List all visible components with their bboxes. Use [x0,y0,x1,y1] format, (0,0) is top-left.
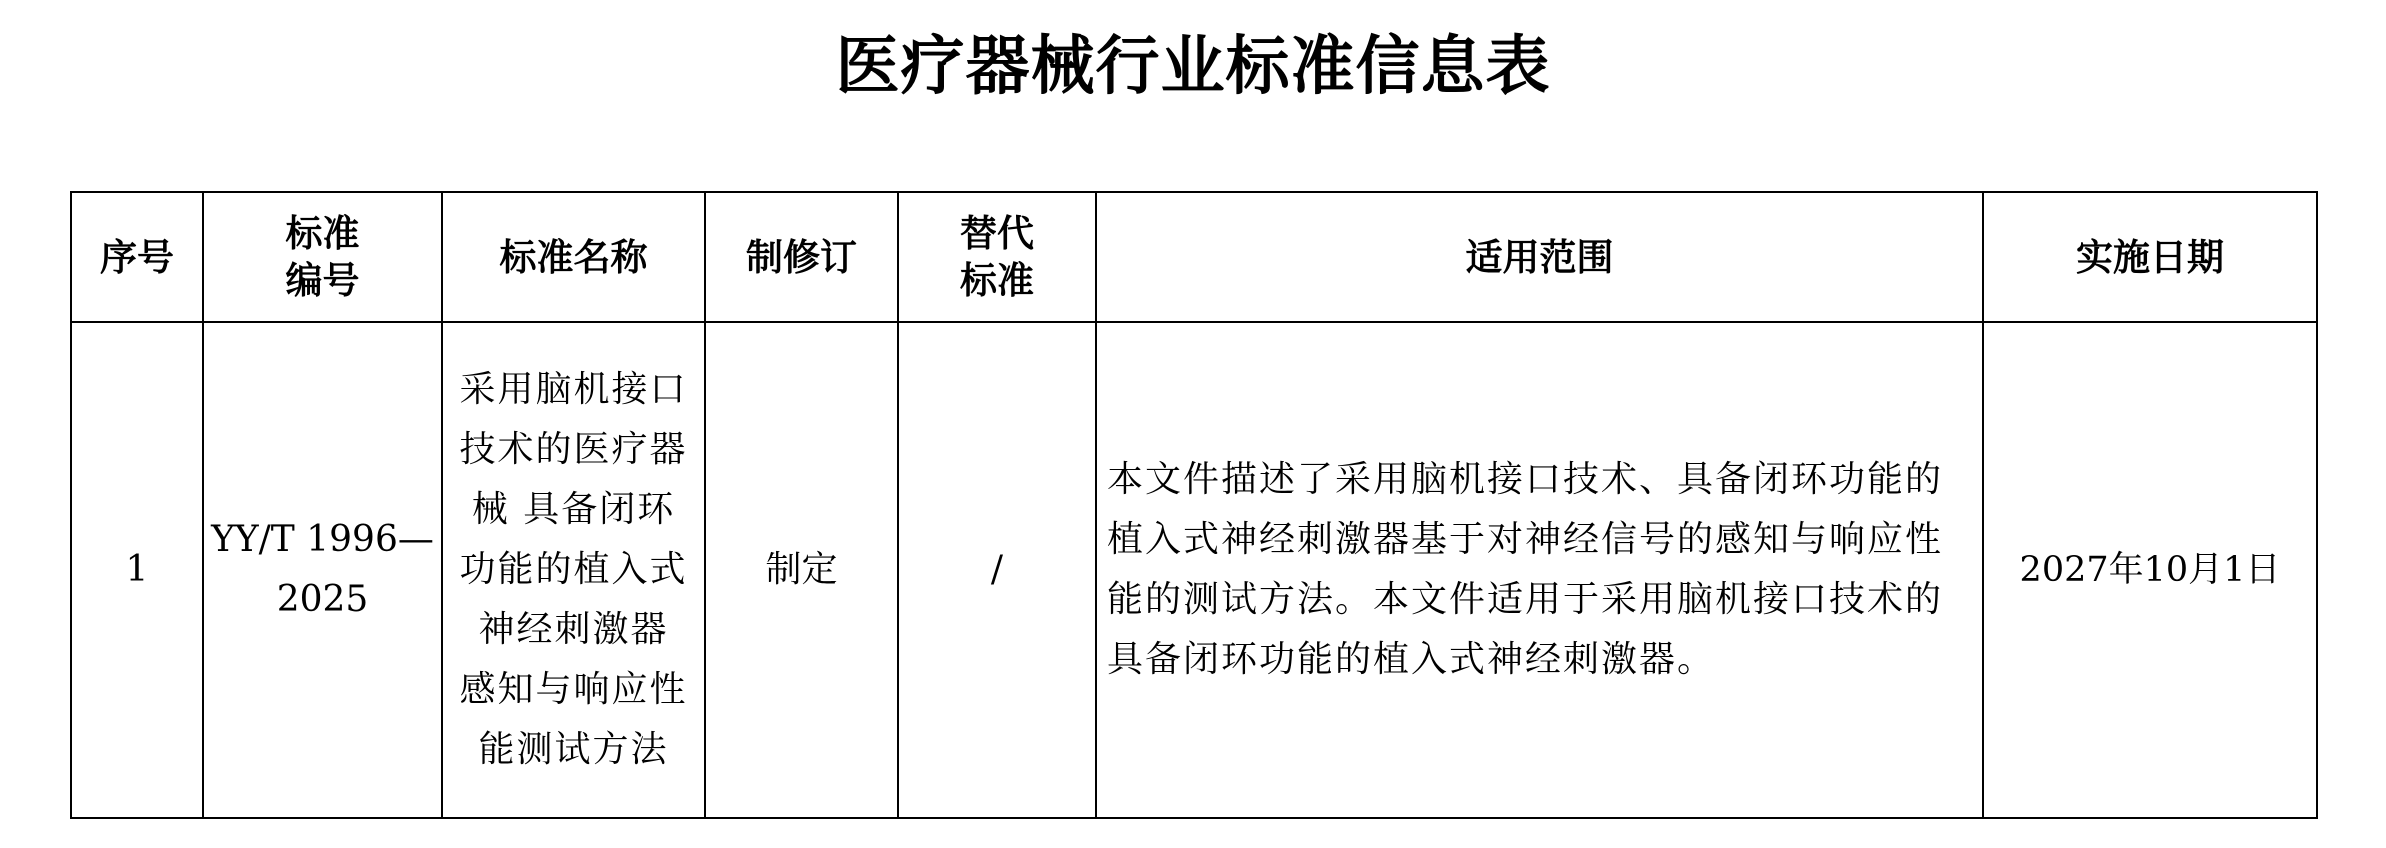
table-header-row [71,192,2317,322]
cell-scope: 本文件描述了采用脑机接口技术、具备闭环功能的植入式神经刺激器基于对神经信号的感知与响应性能的测试方法。本文件适用于采用脑机接口技术的具备闭环功能的植入式神经刺激器。 [1096,322,1983,818]
cell-revision: 制定 [705,322,898,818]
page-title: 医疗器械行业标准信息表 [835,29,1551,104]
header-standard-number [203,192,442,322]
cell-replaced-standard: / [898,322,1096,818]
header-scope: 适用范围 [1096,192,1983,322]
header-revision: 制修订 [705,192,898,322]
table-row [71,322,2317,818]
header-seq: 序号 [71,192,203,322]
cell-standard-name: 采用脑机接口技术的医疗器械 具备闭环功能的植入式神经刺激器 感知与响应性能测试方法 [442,322,705,818]
cell-effective-date: 2027年10月1日 [1983,322,2317,818]
cell-standard-number: YY/T 1996—2025 [203,322,442,818]
cell-seq: 1 [71,322,203,818]
header-effective-date: 实施日期 [1983,192,2317,322]
header-replaced-standard [898,192,1096,322]
header-standard-name: 标准名称 [442,192,705,322]
standards-table [70,191,2318,819]
header-replaced-standard-label: 替代标准 [960,212,1034,302]
header-standard-number-label: 标准编号 [285,212,360,302]
